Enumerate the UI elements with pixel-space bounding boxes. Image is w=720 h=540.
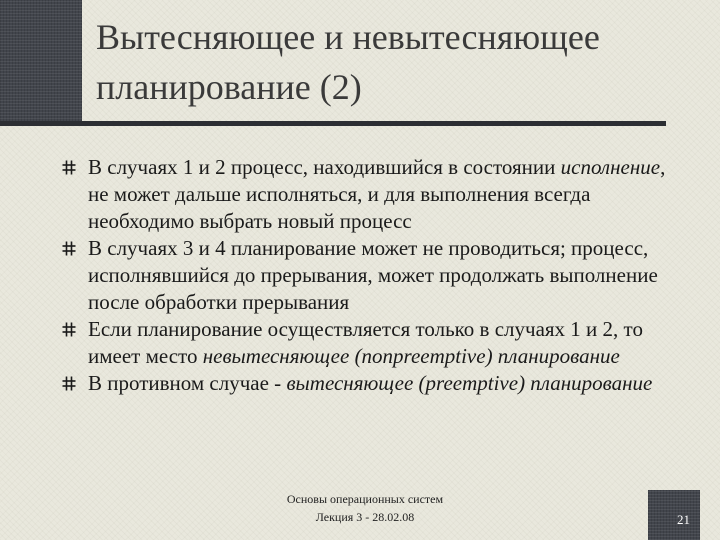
footer-course-title: Основы операционных систем: [286, 492, 444, 506]
bullet-item: [62, 235, 682, 316]
page-number-box: [648, 490, 700, 540]
hash-bullet-icon: [62, 322, 76, 337]
slide-title-line-1: Вытесняющее и невытесняющее: [96, 17, 600, 57]
bullet-text: Если планирование осуществляется только в случаях 1 и 2, то имеет место: [88, 317, 643, 368]
title-underline-rule: [0, 121, 666, 126]
bullet-emphasis: вытесняющее (preemptive) планирование: [286, 371, 653, 395]
slide-footer: [250, 490, 480, 526]
hash-bullet-icon: [62, 160, 76, 175]
slide-title-line-2: планирование (2): [96, 67, 362, 107]
bullet-text: В случаях 3 и 4 планирование может не проводиться; процесс, исполнявшийся до прерывания, может продолжать выполнение после обработки прерывания: [88, 236, 658, 314]
bullet-text: В противном случае -: [88, 371, 287, 395]
bullet-text: В случаях 1 и 2 процесс, находившийся в состоянии: [88, 155, 561, 179]
slide-title: [96, 12, 696, 112]
bullet-item: [62, 154, 682, 235]
bullet-emphasis: исполнение: [560, 155, 661, 179]
bullet-list: [62, 154, 682, 397]
title-side-bar: [0, 0, 82, 122]
bullet-emphasis: невытесняющее (nonpreemptive) планирование: [202, 344, 620, 368]
hash-bullet-icon: [62, 241, 76, 256]
bullet-item: [62, 316, 682, 370]
page-number: 21: [677, 512, 690, 527]
hash-bullet-icon: [62, 376, 76, 391]
footer-lecture-date: Лекция 3 - 28.02.08: [315, 510, 415, 524]
bullet-text-tail: , не может дальше исполняться, и для выполнения всегда необходимо выбрать новый процесс: [88, 155, 666, 233]
bullet-item: [62, 370, 682, 397]
